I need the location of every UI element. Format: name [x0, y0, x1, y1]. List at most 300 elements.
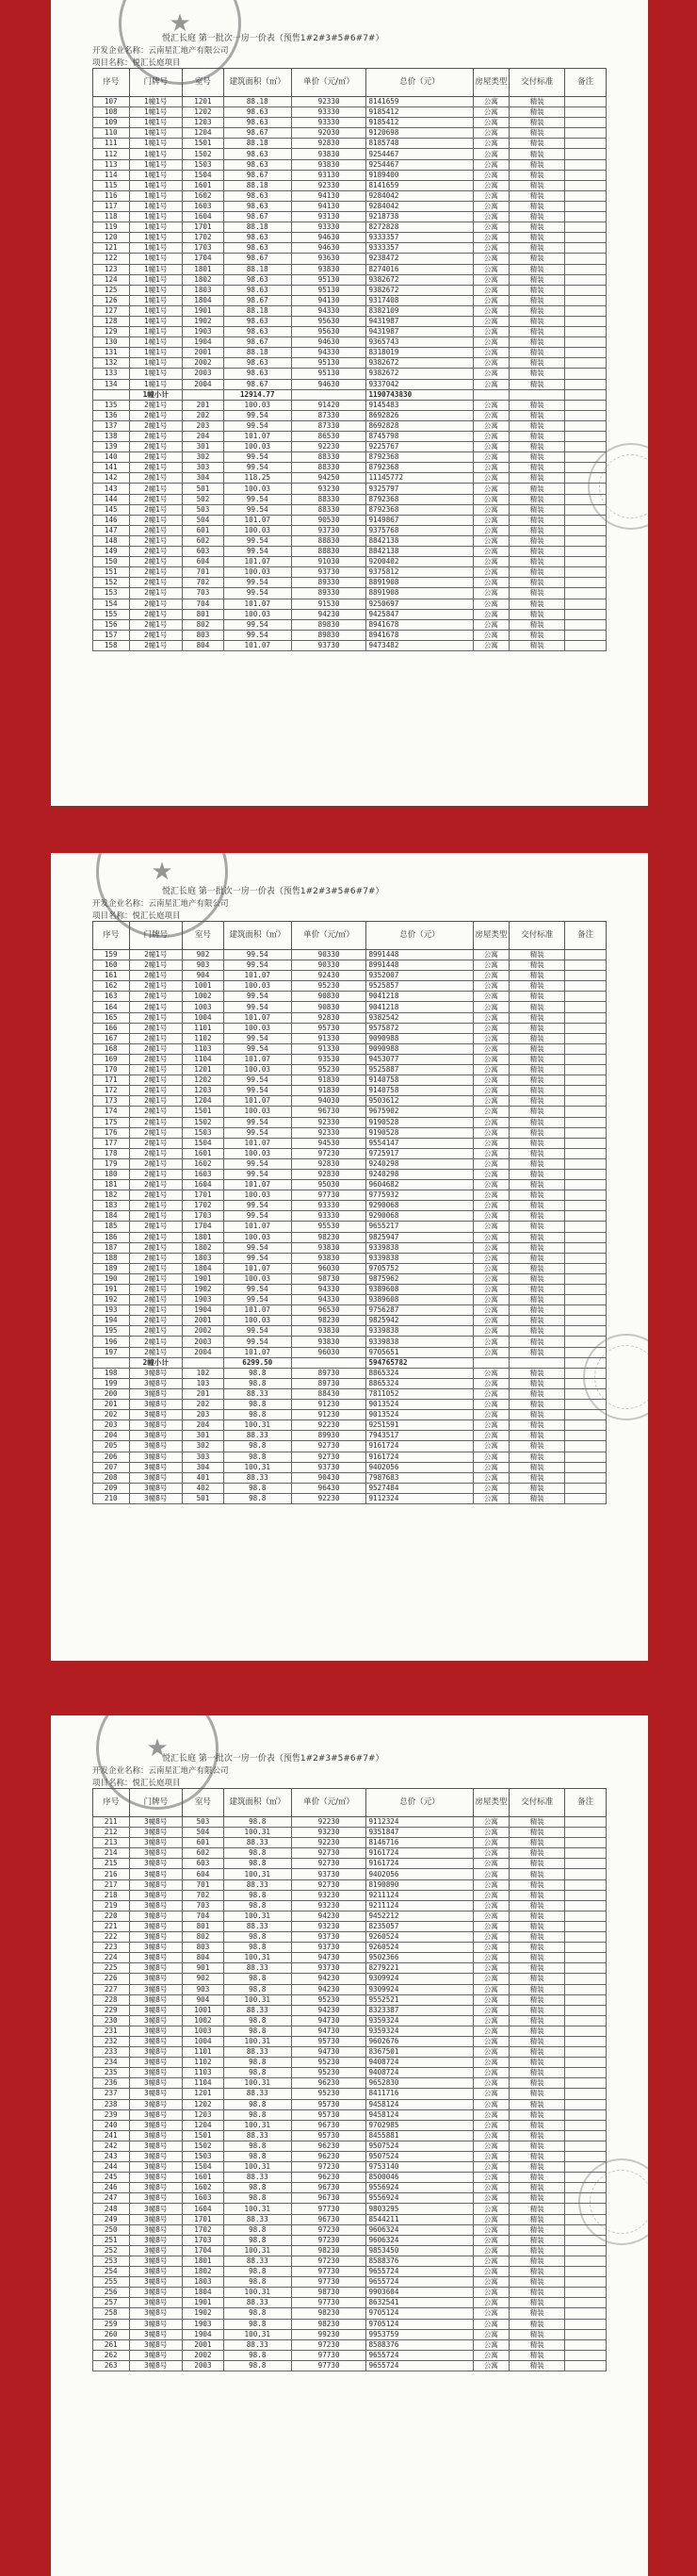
table-cell: 101.07	[223, 599, 291, 609]
table-cell: 100.31	[223, 2036, 291, 2046]
table-cell: 98.67	[223, 128, 291, 139]
table-cell: 95230	[291, 2068, 366, 2078]
table-cell: 9090988	[366, 1033, 473, 1043]
table-cell: 91830	[291, 1086, 366, 1096]
table-cell: 9953759	[366, 2329, 473, 2339]
table-row	[93, 327, 607, 337]
table-cell: 精装	[510, 2068, 565, 2078]
table-cell	[565, 1921, 607, 1931]
table-cell: 114	[93, 170, 130, 180]
table-row	[93, 1368, 607, 1378]
table-cell: 3幢8号	[129, 1420, 183, 1431]
table-cell: 3幢8号	[129, 2204, 183, 2214]
column-header: 交付标准	[510, 922, 565, 950]
table-cell: 公寓	[473, 1201, 510, 1211]
table-cell	[565, 295, 607, 305]
table-cell: 88830	[291, 535, 366, 546]
table-cell	[565, 222, 607, 233]
table-cell: 302	[183, 452, 224, 463]
table-cell: 91230	[291, 1410, 366, 1420]
table-cell	[565, 2288, 607, 2298]
table-cell: 9309924	[366, 1974, 473, 1984]
table-cell: 8692826	[366, 410, 473, 420]
table-cell: 188	[93, 1253, 130, 1263]
table-row	[93, 379, 607, 389]
table-row	[93, 2350, 607, 2360]
table-cell: 168	[93, 1043, 130, 1054]
table-cell: 93830	[291, 264, 366, 274]
table-cell: 95630	[291, 316, 366, 326]
table-cell: 精装	[510, 504, 565, 515]
table-cell: 3幢8号	[129, 2224, 183, 2235]
table-cell	[565, 170, 607, 180]
table-cell	[565, 1441, 607, 1452]
table-cell: 公寓	[473, 369, 510, 379]
table-cell: 8991448	[366, 960, 473, 971]
table-row	[93, 1869, 607, 1879]
table-row	[93, 2047, 607, 2058]
table-cell: 100.31	[223, 2120, 291, 2130]
table-cell	[565, 274, 607, 285]
table-row	[93, 578, 607, 588]
table-cell: 97230	[291, 1148, 366, 1158]
table-cell: 公寓	[473, 139, 510, 149]
table-cell	[565, 1232, 607, 1242]
table-cell: 1203	[183, 2109, 224, 2120]
table-cell	[565, 1974, 607, 1984]
table-cell: 169	[93, 1054, 130, 1064]
table-cell: 精装	[510, 1879, 565, 1890]
table-cell: 501	[183, 484, 224, 494]
table-cell: 精装	[510, 170, 565, 180]
table-cell: 97230	[291, 2235, 366, 2245]
table-cell: 89730	[291, 1378, 366, 1388]
table-cell: 88.33	[223, 2298, 291, 2308]
table-cell: 9211124	[366, 1890, 473, 1900]
table-cell	[565, 1963, 607, 1974]
table-row	[93, 2058, 607, 2068]
table-cell: 2幢1号	[129, 567, 183, 578]
table-cell: 99.54	[223, 1337, 291, 1347]
table-row	[93, 149, 607, 159]
table-row	[93, 107, 607, 118]
table-cell	[565, 1994, 607, 2005]
table-cell: 公寓	[473, 295, 510, 305]
table-cell: 精装	[510, 1890, 565, 1900]
table-cell: 98.8	[223, 1900, 291, 1911]
table-cell: 精装	[510, 2036, 565, 2046]
table-cell: 94230	[291, 2005, 366, 2015]
table-row	[93, 2015, 607, 2026]
table-cell: 精装	[510, 358, 565, 369]
table-cell: 公寓	[473, 515, 510, 525]
table-cell: 公寓	[473, 1347, 510, 1357]
table-row	[93, 1974, 607, 1984]
table-cell	[565, 233, 607, 243]
table-cell: 99.54	[223, 1211, 291, 1222]
table-cell: 公寓	[473, 1921, 510, 1931]
table-cell: 91830	[291, 1075, 366, 1086]
table-cell	[565, 2235, 607, 2245]
table-cell: 9527484	[366, 1483, 473, 1493]
table-cell: 98.8	[223, 2141, 291, 2151]
table-cell: 8865324	[366, 1368, 473, 1378]
table-cell: 8792368	[366, 452, 473, 463]
table-cell: 9140758	[366, 1075, 473, 1086]
table-cell: 98.8	[223, 2058, 291, 2068]
table-cell: 精装	[510, 316, 565, 326]
table-cell	[565, 389, 607, 400]
table-cell: 9425847	[366, 609, 473, 619]
table-cell: 9161724	[366, 1848, 473, 1859]
table-cell	[565, 1483, 607, 1493]
table-cell: 9112324	[366, 1493, 473, 1503]
table-cell: 212	[93, 1828, 130, 1838]
table-cell: 精装	[510, 233, 565, 243]
table-cell: 2幢1号	[129, 535, 183, 546]
table-cell: 99.54	[223, 1158, 291, 1169]
table-cell: 195	[93, 1326, 130, 1337]
table-cell	[565, 1211, 607, 1222]
table-cell: 201	[93, 1400, 130, 1410]
table-cell: 256	[93, 2288, 130, 2298]
table-row	[93, 557, 607, 567]
table-cell: 1幢1号	[129, 305, 183, 316]
table-cell: 1201	[183, 1065, 224, 1075]
table-cell: 97730	[291, 2277, 366, 2288]
table-cell	[565, 2109, 607, 2120]
table-cell: 92830	[291, 1158, 366, 1169]
table-cell: 225	[93, 1963, 130, 1974]
table-cell: 1103	[183, 2068, 224, 2078]
table-cell: 501	[183, 1493, 224, 1503]
table-cell: 95730	[291, 1023, 366, 1033]
table-cell: 公寓	[473, 971, 510, 981]
table-cell: 95130	[291, 369, 366, 379]
table-cell: 1604	[183, 212, 224, 222]
table-cell	[565, 971, 607, 981]
table-cell: 98.63	[223, 358, 291, 369]
table-cell: 1604	[183, 1180, 224, 1190]
table-cell: 9389608	[366, 1285, 473, 1295]
table-cell: 1603	[183, 2193, 224, 2204]
table-row	[93, 1848, 607, 1859]
table-cell	[565, 1838, 607, 1848]
table-cell: 88.33	[223, 1472, 291, 1483]
table-cell: 3幢8号	[129, 1921, 183, 1931]
table-cell: 99.54	[223, 1086, 291, 1096]
table-cell: 97730	[291, 2298, 366, 2308]
table-cell: 1幢1号	[129, 285, 183, 295]
table-cell: 公寓	[473, 1431, 510, 1441]
table-cell: 公寓	[473, 2256, 510, 2266]
table-cell	[565, 305, 607, 316]
table-cell: 92230	[291, 1493, 366, 1503]
table-cell	[565, 2089, 607, 2099]
table-cell: 精装	[510, 222, 565, 233]
table-cell: 127	[93, 305, 130, 316]
table-row	[93, 2130, 607, 2141]
table-cell: 1104	[183, 2078, 224, 2089]
table-cell: 901	[183, 1963, 224, 1974]
table-cell: 9260524	[366, 1932, 473, 1943]
table-cell: 902	[183, 950, 224, 960]
table-cell: 257	[93, 2298, 130, 2308]
table-cell	[565, 1180, 607, 1190]
table-cell: 公寓	[473, 2173, 510, 2183]
table-cell: 97230	[291, 2256, 366, 2266]
table-cell: 224	[93, 1953, 130, 1963]
column-header: 建筑面积（㎡）	[223, 69, 291, 97]
table-cell: 155	[93, 609, 130, 619]
table-cell: 2幢1号	[129, 1054, 183, 1064]
table-cell: 8500046	[366, 2173, 473, 2183]
table-cell: 精装	[510, 567, 565, 578]
table-cell: 公寓	[473, 180, 510, 190]
table-cell: 3幢8号	[129, 2120, 183, 2130]
table-cell: 精装	[510, 243, 565, 254]
table-row	[93, 2005, 607, 2015]
table-cell: 247	[93, 2193, 130, 2204]
table-cell	[565, 1357, 607, 1368]
table-cell: 214	[93, 1848, 130, 1859]
table-cell: 89330	[291, 588, 366, 599]
table-cell: 1903	[183, 2319, 224, 2329]
table-cell: 90330	[291, 960, 366, 971]
table-cell: 精装	[510, 2015, 565, 2026]
table-cell: 精装	[510, 118, 565, 128]
table-cell: 94330	[291, 305, 366, 316]
table-cell: 9339838	[366, 1253, 473, 1263]
table-cell	[565, 1890, 607, 1900]
table-row	[93, 2078, 607, 2089]
table-cell: 公寓	[473, 1994, 510, 2005]
table-cell	[565, 128, 607, 139]
table-cell: 2003	[183, 369, 224, 379]
table-cell: 175	[93, 1117, 130, 1127]
table-row	[93, 2193, 607, 2204]
table-cell: 公寓	[473, 2214, 510, 2224]
table-cell	[565, 2068, 607, 2078]
table-cell: 精装	[510, 515, 565, 525]
table-cell: 精装	[510, 337, 565, 348]
table-cell: 公寓	[473, 1963, 510, 1974]
table-cell: 3幢8号	[129, 1911, 183, 1921]
table-cell: 137	[93, 420, 130, 431]
table-cell	[565, 1086, 607, 1096]
table-cell: 精装	[510, 1994, 565, 2005]
table-cell	[565, 1984, 607, 1994]
table-cell: 精装	[510, 1263, 565, 1273]
table-cell	[565, 400, 607, 410]
table-cell: 191	[93, 1285, 130, 1295]
table-cell: 公寓	[473, 1890, 510, 1900]
table-cell: 9705651	[366, 1347, 473, 1357]
table-cell: 165	[93, 1012, 130, 1023]
table-cell: 精装	[510, 1273, 565, 1284]
table-cell: 1601	[183, 2173, 224, 2183]
table-cell: 1703	[183, 1211, 224, 1222]
table-cell: 100.03	[223, 400, 291, 410]
table-cell: 1202	[183, 1075, 224, 1086]
table-cell: 精装	[510, 1065, 565, 1075]
table-cell	[565, 180, 607, 190]
table-cell: 精装	[510, 1086, 565, 1096]
table-cell: 9185412	[366, 118, 473, 128]
table-cell: 88.33	[223, 1431, 291, 1441]
table-row	[93, 494, 607, 504]
table-cell: 3幢8号	[129, 2339, 183, 2350]
table-cell: 公寓	[473, 1148, 510, 1158]
table-cell: 9290068	[366, 1211, 473, 1222]
table-cell	[565, 201, 607, 211]
table-cell: 3幢8号	[129, 2214, 183, 2224]
table-cell: 9359324	[366, 2015, 473, 2026]
table-cell	[565, 2350, 607, 2360]
table-cell: 精装	[510, 1859, 565, 1869]
table-cell	[565, 1869, 607, 1879]
table-cell: 100.31	[223, 2204, 291, 2214]
table-cell: 94330	[291, 348, 366, 358]
table-cell: 精装	[510, 327, 565, 337]
table-cell: 2幢1号	[129, 1211, 183, 1222]
table-cell: 93630	[291, 254, 366, 264]
table-cell	[565, 1054, 607, 1064]
table-cell: 123	[93, 264, 130, 274]
table-cell: 8991448	[366, 950, 473, 960]
table-cell: 9604682	[366, 1180, 473, 1190]
table-cell: 公寓	[473, 2047, 510, 2058]
table-row	[93, 1043, 607, 1054]
table-cell: 9431987	[366, 327, 473, 337]
table-cell: 8792368	[366, 463, 473, 473]
table-cell: 95230	[291, 981, 366, 992]
table-cell	[565, 1148, 607, 1158]
table-row	[93, 2141, 607, 2151]
table-row	[93, 1201, 607, 1211]
table-cell: 242	[93, 2141, 130, 2151]
table-cell: 公寓	[473, 1054, 510, 1064]
table-cell: 精装	[510, 190, 565, 201]
table-cell: 2幢1号	[129, 1086, 183, 1096]
table-cell: 232	[93, 2036, 130, 2046]
table-cell: 2幢1号	[129, 1326, 183, 1337]
table-cell: 9552521	[366, 1994, 473, 2005]
table-cell: 精装	[510, 981, 565, 992]
table-cell: 公寓	[473, 494, 510, 504]
table-cell: 3幢8号	[129, 2047, 183, 2058]
table-cell: 2幢1号	[129, 1201, 183, 1211]
table-cell: 96230	[291, 2141, 366, 2151]
table-cell	[565, 578, 607, 588]
table-cell: 2幢1号	[129, 1169, 183, 1179]
table-cell: 3幢8号	[129, 2256, 183, 2266]
table-cell: 98.63	[223, 149, 291, 159]
table-cell: 精装	[510, 1911, 565, 1921]
table-cell: 98.8	[223, 2183, 291, 2193]
table-cell: 98.8	[223, 1984, 291, 1994]
table-cell	[565, 2267, 607, 2277]
table-cell: 95230	[291, 1994, 366, 2005]
table-cell: 93530	[291, 1054, 366, 1064]
table-cell: 公寓	[473, 159, 510, 170]
table-cell	[565, 588, 607, 599]
table-cell: 公寓	[473, 535, 510, 546]
table-cell: 99.54	[223, 1043, 291, 1054]
table-cell: 3幢8号	[129, 1828, 183, 1838]
column-header: 室号	[183, 69, 224, 97]
table-cell: 93830	[291, 1326, 366, 1337]
table-row	[93, 1472, 607, 1483]
table-cell: 3幢8号	[129, 1378, 183, 1388]
table-cell: 200	[93, 1388, 130, 1399]
table-cell	[565, 2047, 607, 2058]
table-cell	[565, 2193, 607, 2204]
table-cell: 304	[183, 473, 224, 484]
table-cell	[565, 369, 607, 379]
table-cell: 602	[183, 535, 224, 546]
table-cell: 精装	[510, 1838, 565, 1848]
table-cell: 精装	[510, 1420, 565, 1431]
table-row	[93, 1326, 607, 1337]
table-cell: 100.03	[223, 442, 291, 452]
table-cell: 95130	[291, 274, 366, 285]
table-cell: 100.03	[223, 567, 291, 578]
table-cell: 精装	[510, 97, 565, 107]
table-cell: 9250697	[366, 599, 473, 609]
table-cell: 1501	[183, 2130, 224, 2141]
table-cell: 98.8	[223, 2277, 291, 2288]
table-cell	[565, 2308, 607, 2319]
table-cell: 113	[93, 159, 130, 170]
table-cell	[565, 254, 607, 264]
table-cell: 公寓	[473, 2235, 510, 2245]
table-cell: 精装	[510, 2360, 565, 2371]
table-cell: 226	[93, 1974, 130, 1984]
table-cell: 100.03	[223, 1107, 291, 1117]
table-cell: 精装	[510, 139, 565, 149]
table-cell: 公寓	[473, 1190, 510, 1201]
table-cell: 217	[93, 1879, 130, 1890]
table-cell: 公寓	[473, 599, 510, 609]
table-cell: 8455881	[366, 2130, 473, 2141]
table-cell	[565, 107, 607, 118]
table-row	[93, 420, 607, 431]
table-cell: 1203	[183, 1086, 224, 1096]
column-header: 门牌号	[129, 922, 183, 950]
table-cell: 96730	[291, 2214, 366, 2224]
table-cell: 100.31	[223, 1994, 291, 2005]
table-cell: 1804	[183, 295, 224, 305]
table-row	[93, 1316, 607, 1326]
table-cell: 122	[93, 254, 130, 264]
table-cell: 精装	[510, 1953, 565, 1963]
table-cell: 公寓	[473, 305, 510, 316]
table-cell: 精装	[510, 348, 565, 358]
table-cell: 8792368	[366, 494, 473, 504]
table-cell: 98.8	[223, 2099, 291, 2109]
table-cell: 公寓	[473, 1138, 510, 1148]
table-row	[93, 1263, 607, 1273]
table-cell: 94250	[291, 473, 366, 484]
table-cell: 94230	[291, 1974, 366, 1984]
table-cell: 2幢1号	[129, 588, 183, 599]
table-cell	[565, 619, 607, 630]
table-cell: 2幢1号	[129, 1148, 183, 1158]
table-cell: 公寓	[473, 2288, 510, 2298]
table-cell: 精装	[510, 1096, 565, 1107]
table-cell: 183	[93, 1201, 130, 1211]
